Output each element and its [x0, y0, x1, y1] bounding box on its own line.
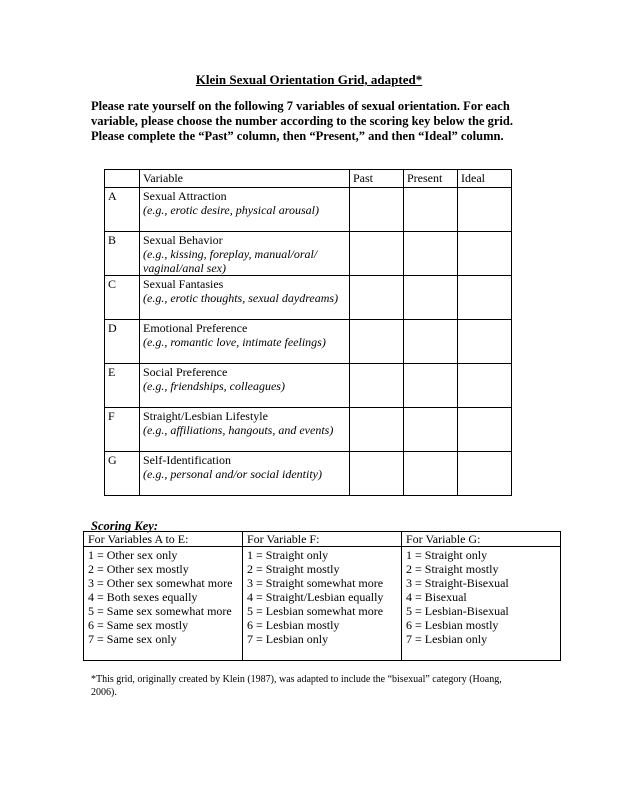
scoring-key-item: 5 = Lesbian somewhat more [247, 604, 384, 618]
present-cell[interactable] [404, 188, 458, 232]
scoring-key-item: 4 = Both sexes equally [88, 590, 198, 604]
grid-row-letter: B [105, 232, 140, 276]
scoring-key-column-a-e [84, 547, 243, 661]
ideal-cell[interactable] [458, 276, 512, 320]
variable-label: Sexual Behavior [143, 233, 223, 247]
scoring-key-item: 7 = Same sex only [88, 632, 177, 646]
grid-row-letter: D [105, 320, 140, 364]
scoring-key-item: 3 = Other sex somewhat more [88, 576, 233, 590]
grid-row-letter: E [105, 364, 140, 408]
document-title: Klein Sexual Orientation Grid, adapted* [195, 72, 423, 87]
grid-row-d [105, 320, 512, 364]
grid-row-letter: F [105, 408, 140, 452]
grid-row-e [105, 364, 512, 408]
present-cell[interactable] [404, 232, 458, 276]
scoring-key-item: 1 = Straight only [247, 548, 329, 562]
variable-example: (e.g., romantic love, intimate feelings) [143, 335, 326, 349]
present-cell[interactable] [404, 408, 458, 452]
scoring-key-header: For Variable F: [243, 532, 402, 547]
variable-example: (e.g., friendships, colleagues) [143, 379, 285, 393]
variable-label: Social Preference [143, 365, 228, 379]
grid-row-g [105, 452, 512, 496]
variable-label: Straight/Lesbian Lifestyle [143, 409, 268, 423]
variable-example: (e.g., personal and/or social identity) [143, 467, 322, 481]
grid-header-present: Present [404, 170, 458, 188]
scoring-key-item: 7 = Lesbian only [406, 632, 488, 646]
footnote: *This grid, originally created by Klein (1987), was adapted to include the “bisexual” category (Hoang, 2006). [91, 674, 502, 698]
scoring-key-table [83, 531, 561, 661]
grid-header-variable: Variable [140, 170, 350, 188]
grid-row-c [105, 276, 512, 320]
grid-row-variable [140, 364, 350, 408]
scoring-key-item: 6 = Lesbian mostly [406, 618, 499, 632]
scoring-key-header: For Variables A to E: [84, 532, 243, 547]
grid-row-letter: A [105, 188, 140, 232]
ideal-cell[interactable] [458, 320, 512, 364]
scoring-key-item: 1 = Straight only [406, 548, 488, 562]
present-cell[interactable] [404, 364, 458, 408]
scoring-key-item: 2 = Straight mostly [406, 562, 499, 576]
grid-row-letter: G [105, 452, 140, 496]
scoring-key-item: 6 = Same sex mostly [88, 618, 189, 632]
grid-row-variable [140, 232, 350, 276]
scoring-key-column-g [402, 547, 561, 661]
grid-header-ideal: Ideal [458, 170, 512, 188]
ideal-cell[interactable] [458, 408, 512, 452]
scoring-key-item: 3 = Straight somewhat more [247, 576, 384, 590]
present-cell[interactable] [404, 276, 458, 320]
grid-header-past: Past [350, 170, 404, 188]
scoring-key-item: 3 = Straight-Bisexual [406, 576, 509, 590]
past-cell[interactable] [350, 364, 404, 408]
scoring-key-item: 7 = Lesbian only [247, 632, 329, 646]
scoring-key-item: 2 = Other sex mostly [88, 562, 189, 576]
variable-label: Sexual Attraction [143, 189, 227, 203]
past-cell[interactable] [350, 320, 404, 364]
scoring-key-column-f [243, 547, 402, 661]
grid-row-variable [140, 452, 350, 496]
grid-row-variable [140, 276, 350, 320]
scoring-key-item: 6 = Lesbian mostly [247, 618, 340, 632]
scoring-key-body-row [84, 547, 561, 661]
grid-row-variable [140, 408, 350, 452]
scoring-key-item: 4 = Straight/Lesbian equally [247, 590, 384, 604]
ideal-cell[interactable] [458, 364, 512, 408]
variable-example: (e.g., affiliations, hangouts, and events) [143, 423, 334, 437]
grid-row-letter: C [105, 276, 140, 320]
ideal-cell[interactable] [458, 232, 512, 276]
grid-header-letter [105, 170, 140, 188]
scoring-key-header: For Variable G: [402, 532, 561, 547]
ideal-cell[interactable] [458, 452, 512, 496]
grid-row-f [105, 408, 512, 452]
scoring-key-item: 4 = Bisexual [406, 590, 467, 604]
past-cell[interactable] [350, 232, 404, 276]
past-cell[interactable] [350, 188, 404, 232]
grid-header-row [105, 170, 512, 188]
variable-label: Self-Identification [143, 453, 231, 467]
grid-row-a [105, 188, 512, 232]
variable-example: (e.g., kissing, foreplay, manual/oral/ vaginal/anal sex) [143, 247, 318, 275]
variable-example: (e.g., erotic desire, physical arousal) [143, 203, 319, 217]
scoring-key-title: Scoring Key: [91, 519, 159, 533]
scoring-key-item: 1 = Other sex only [88, 548, 178, 562]
past-cell[interactable] [350, 276, 404, 320]
scoring-key-item: 5 = Same sex somewhat more [88, 604, 232, 618]
present-cell[interactable] [404, 320, 458, 364]
scoring-key-item: 5 = Lesbian-Bisexual [406, 604, 509, 618]
past-cell[interactable] [350, 452, 404, 496]
variable-label: Sexual Fantasies [143, 277, 224, 291]
grid-row-b [105, 232, 512, 276]
instructions: Please rate yourself on the following 7 variables of sexual orientation. For each variable, please choose the number according to the scoring key below the grid. Please complete the “Past” column, then “Present,” and then “Ideal” column. [91, 99, 513, 143]
orientation-grid [104, 169, 512, 496]
grid-row-variable [140, 188, 350, 232]
ideal-cell[interactable] [458, 188, 512, 232]
scoring-key-header-row [84, 532, 561, 547]
variable-example: (e.g., erotic thoughts, sexual daydreams) [143, 291, 339, 305]
present-cell[interactable] [404, 452, 458, 496]
variable-label: Emotional Preference [143, 321, 248, 335]
scoring-key-item: 2 = Straight mostly [247, 562, 340, 576]
grid-row-variable [140, 320, 350, 364]
past-cell[interactable] [350, 408, 404, 452]
